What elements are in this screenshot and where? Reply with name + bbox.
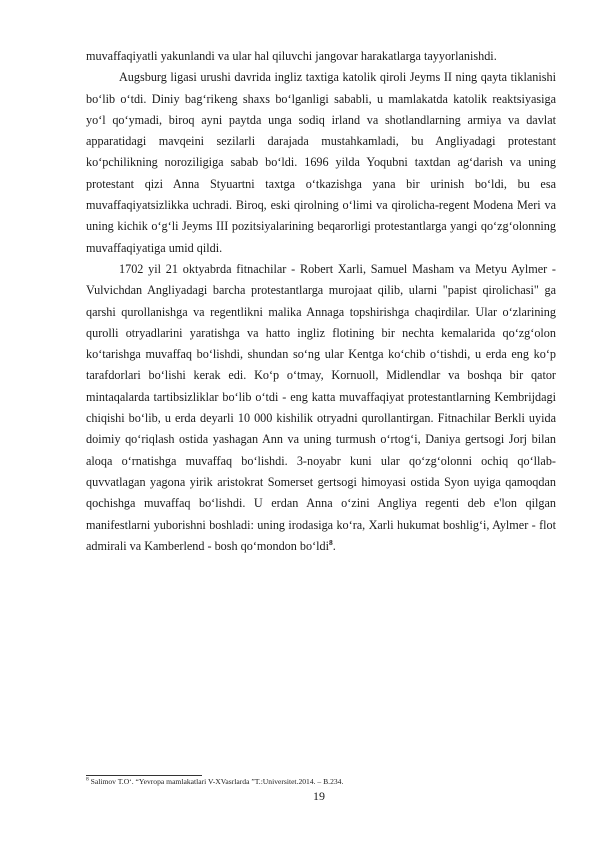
paragraph-3-text: 1702 yil 21 oktyabrda fitnachilar - Robert Xarli, Samuel Masham va Metyu Aylmer - Vulvichdan Angliyadagi barcha protestantlarga murojaat qilib, ularni "papist qirolichasi" ga qarshi qurollanishga va regentlikni malika Annaga topshirishga chaqirdilar. Ular o‘zlarining qurolli otryadlarini yaratishga va hatto ingliz flotining bir nechta kemalarida qo‘zg‘olon ko‘tarishga muvaffaq bo‘lishdi, shundan so‘ng ular Kentga ko‘chib o‘tishdi, u erda eng ko‘p tarafdorlari bo‘lishi kerak edi. Ko‘p o‘tmay, Kornuoll, Midlendlar va boshqa bir qator mintaqalarda tartibsizliklar bo‘lib o‘tdi - eng katta muvaffaqiyat protestantlarning Kembrijdagi chiqishi bo‘lib, u erda deyarli 10 000 kishilik otryadni qurollantirgan. Fitnachilar Berkli uyida doimiy qo‘riqlash ostida yashagan Ann va uning turmush o‘rtog‘i, Daniya gertsogi Jorj bilan aloqa o‘rnatishga muvaffaq bo‘lishdi. 3-noyabr kuni ular qo‘zg‘olonni ochiq qo‘llab-quvvatlagan yagona yirik aristokrat Somerset gertsogi himoyasi ostida Syon uyiga qamoqdan qochishga muvaffaq bo‘lishdi. U erdan Anna o‘zini Angliya regenti deb e'lon qilgan manifestlarni yuborishni boshladi: uning irodasiga ko‘ra, Xarli hukumat boshlig‘i, Aylmer - flot admirali va Kamberlend - bosh qo‘mondon bo‘ldi <box>86 261 556 553</box>
page-number-text: 19 <box>313 789 325 803</box>
footnote-text: Salimov T.O‘. “Yevropa mamlakatlari V-XVasrlarda ”T.:Universitet.2014. – B.234. <box>88 777 344 786</box>
footnote-separator <box>86 775 202 776</box>
footnote-marker: 8 <box>86 776 89 783</box>
paragraph-2: Augsburg ligasi urushi davrida ingliz taxtiga katolik qiroli Jeyms II ning qayta tiklanishi bo‘lib o‘tdi. Diniy bag‘rikeng shaxs bo‘lganligi sababli, u mamlakatda katolik reaktsiyasiga yo‘l qo‘ymadi, biroq ayni paytda unga sodiq irland va shotlandlarning armiya va davlat apparatidagi mavqeini sezilarli darajada mustahkamladi, bu Angliyadagi protestant ko‘pchilikning noroziligiga sabab bo‘ldi. 1696 yilda Yoqubni taxtdan ag‘darish va uning protestant qizi Anna Styuartni taxtga o‘tkazishga yana bir urinish bo‘ldi, bu esa muvaffaqiyatsizlikka uchradi. Biroq, eski qirolning o‘limi va qirolicha-regent Modena Meri va uning kichik o‘g‘li Jeyms III pozitsiyalarining beqarorligi protestantlarga yangi qo‘zg‘olonning muvaffaqiyatiga umid qildi. <box>86 70 556 255</box>
document-body <box>86 46 556 557</box>
paragraph-1: muvaffaqiyatli yakunlandi va ular hal qiluvchi jangovar harakatlarga tayyorlanishdi. <box>86 49 497 63</box>
paragraph-3: 1702 yil 21 oktyabrda fitnachilar - Robert Xarli, Samuel Masham va Metyu Aylmer - Vulvichdan Angliyadagi barcha protestantlarga murojaat qilib, ularni "papist qirolichasi" ga qarshi qurollanishga va regentlikni malika Annaga topshirishga chaqirdilar. Ular o‘zlarining qurolli otryadlarini yaratishga va hatto ingliz flotining bir nechta kemalarida qo‘zg‘olon ko‘tarishga muvaffaq bo‘lishdi, shundan so‘ng ular Kentga ko‘chib o‘tishdi, u erda eng ko‘p tarafdorlari bo‘lishi kerak edi. Ko‘p o‘tmay, Kornuoll, Midlendlar va boshqa bir qator mintaqalarda tartibsizliklar bo‘lib o‘tdi - eng katta muvaffaqiyat protestantlarning Kembrijdagi chiqishi bo‘lib, u erda deyarli 10 000 kishilik otryadni qurollantirgan. Fitnachilar Berkli uyida doimiy qo‘riqlash ostida yashagan Ann va uning turmush o‘rtog‘i, Daniya gertsogi Jorj bilan aloqa o‘rnatishga muvaffaq bo‘lishdi. 3-noyabr kuni ular qo‘zg‘olonni ochiq qo‘llab-quvvatlagan yagona yirik aristokrat Somerset gertsogi himoyasi ostida Syon uyiga qamoqdan qochishga muvaffaq bo‘lishdi. U erdan Anna o‘zini Angliya regenti deb e'lon qilgan manifestlarni yuborishni boshladi: uning irodasiga ko‘ra, Xarli hukumat boshlig‘i, Aylmer - flot admirali va Kamberlend - bosh qo‘mondon bo‘ldi$^8$. <box>86 261 556 553</box>
footnote-reference[interactable]: 8 <box>329 537 333 547</box>
footnote <box>86 777 556 787</box>
